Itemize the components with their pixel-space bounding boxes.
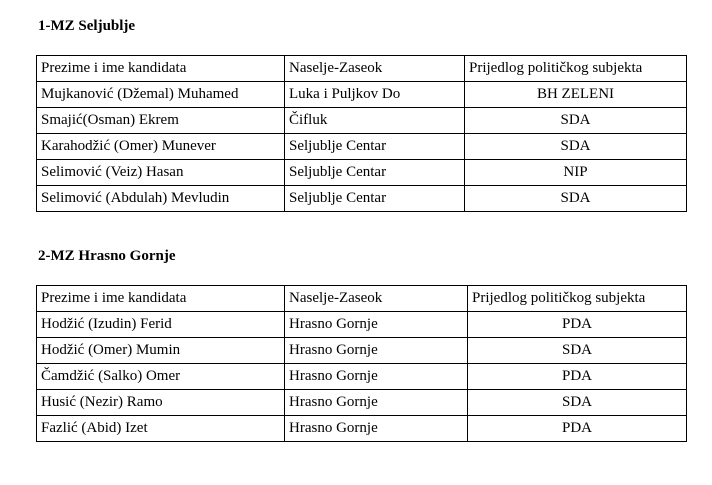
candidate-name: Mujkanović (Džemal) Muhamed bbox=[37, 82, 285, 108]
settlement: Hrasno Gornje bbox=[285, 364, 468, 390]
table-row bbox=[37, 82, 687, 108]
settlement: Hrasno Gornje bbox=[285, 338, 468, 364]
candidate-name: Smajić(Osman) Ekrem bbox=[37, 108, 285, 134]
candidate-name: Hodžić (Izudin) Ferid bbox=[37, 312, 285, 338]
party: PDA bbox=[468, 312, 687, 338]
header-candidate-name: Prezime i ime kandidata bbox=[37, 286, 285, 312]
settlement: Luka i Puljkov Do bbox=[285, 82, 465, 108]
header-party-proposal: Prijedlog političkog subjekta bbox=[465, 56, 687, 82]
candidate-name: Fazlić (Abid) Izet bbox=[37, 416, 285, 442]
party: SDA bbox=[465, 108, 687, 134]
table-row bbox=[37, 364, 687, 390]
party: PDA bbox=[468, 416, 687, 442]
header-settlement: Naselje-Zaseok bbox=[285, 286, 468, 312]
party: NIP bbox=[465, 160, 687, 186]
table-header-row bbox=[37, 286, 687, 312]
party: BH ZELENI bbox=[465, 82, 687, 108]
settlement: Hrasno Gornje bbox=[285, 312, 468, 338]
party: SDA bbox=[465, 134, 687, 160]
settlement: Seljublje Centar bbox=[285, 134, 465, 160]
header-settlement: Naselje-Zaseok bbox=[285, 56, 465, 82]
settlement: Hrasno Gornje bbox=[285, 390, 468, 416]
candidate-name: Karahodžić (Omer) Munever bbox=[37, 134, 285, 160]
table-row bbox=[37, 186, 687, 212]
party: PDA bbox=[468, 364, 687, 390]
section-title-seljublje: 1-MZ Seljublje bbox=[38, 18, 136, 34]
settlement: Hrasno Gornje bbox=[285, 416, 468, 442]
table-row bbox=[37, 416, 687, 442]
candidates-table-seljublje bbox=[36, 55, 687, 212]
table-row bbox=[37, 134, 687, 160]
party: SDA bbox=[468, 338, 687, 364]
table-row bbox=[37, 312, 687, 338]
candidate-name: Čamdžić (Salko) Omer bbox=[37, 364, 285, 390]
settlement: Seljublje Centar bbox=[285, 186, 465, 212]
settlement: Seljublje Centar bbox=[285, 160, 465, 186]
table-row bbox=[37, 390, 687, 416]
candidate-name: Selimović (Veiz) Hasan bbox=[37, 160, 285, 186]
party: SDA bbox=[468, 390, 687, 416]
candidate-name: Hodžić (Omer) Mumin bbox=[37, 338, 285, 364]
table-row bbox=[37, 108, 687, 134]
table-header-row bbox=[37, 56, 687, 82]
header-candidate-name: Prezime i ime kandidata bbox=[37, 56, 285, 82]
candidate-name: Husić (Nezir) Ramo bbox=[37, 390, 285, 416]
section-title-hrasno-gornje: 2-MZ Hrasno Gornje bbox=[38, 248, 176, 264]
settlement: Čifluk bbox=[285, 108, 465, 134]
candidate-name: Selimović (Abdulah) Mevludin bbox=[37, 186, 285, 212]
party: SDA bbox=[465, 186, 687, 212]
table-row bbox=[37, 338, 687, 364]
candidates-table-hrasno-gornje bbox=[36, 285, 687, 442]
table-row bbox=[37, 160, 687, 186]
header-party-proposal: Prijedlog političkog subjekta bbox=[468, 286, 687, 312]
